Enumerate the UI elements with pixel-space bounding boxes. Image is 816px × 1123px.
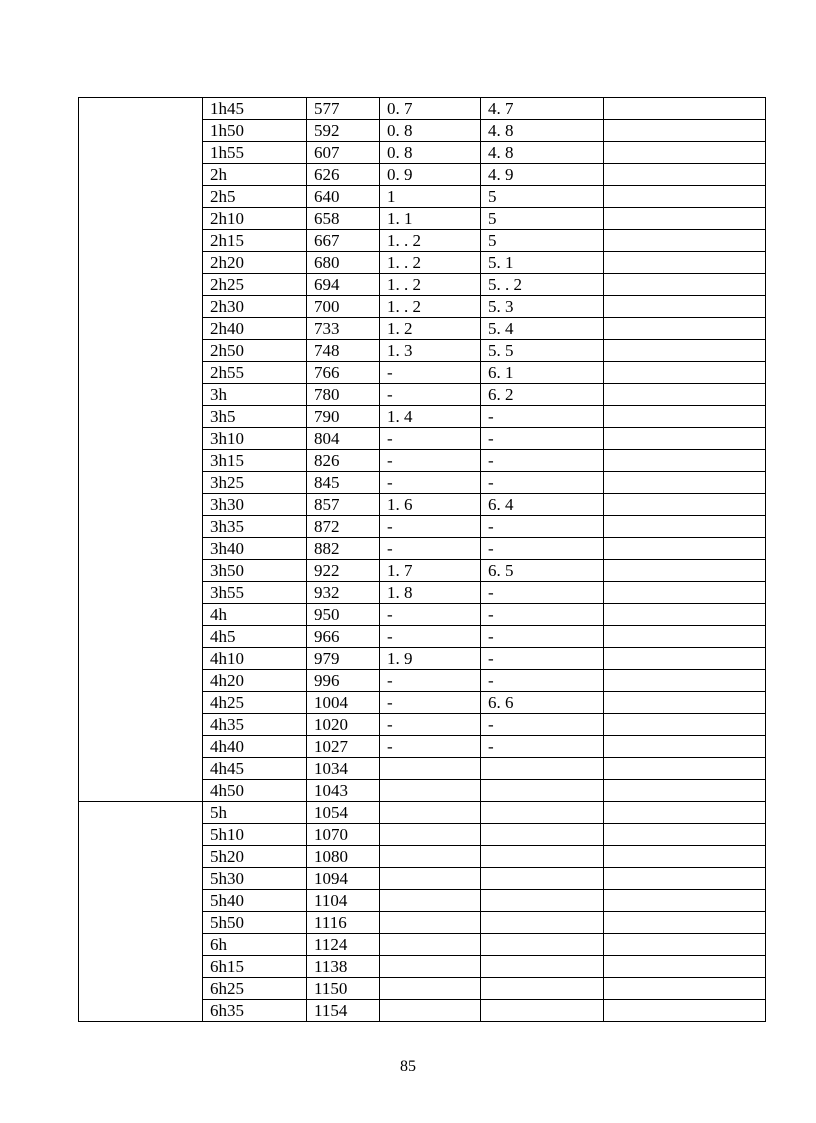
measure-b-cell: - [481, 714, 604, 736]
notes-cell [604, 890, 766, 912]
notes-cell [604, 252, 766, 274]
notes-cell [604, 626, 766, 648]
notes-cell [604, 472, 766, 494]
notes-cell [604, 274, 766, 296]
time-cell: 3h [203, 384, 307, 406]
notes-cell [604, 450, 766, 472]
measure-a-cell: - [380, 362, 481, 384]
value-cell: 658 [307, 208, 380, 230]
measure-b-cell [481, 802, 604, 824]
measure-a-cell: 1. 1 [380, 208, 481, 230]
measure-b-cell: 6. 2 [481, 384, 604, 406]
time-cell: 2h30 [203, 296, 307, 318]
measure-b-cell [481, 868, 604, 890]
measure-a-cell: 1. . 2 [380, 230, 481, 252]
measure-a-cell [380, 868, 481, 890]
measure-b-cell: 5 [481, 186, 604, 208]
measure-a-cell: 1. 7 [380, 560, 481, 582]
measure-b-cell: - [481, 472, 604, 494]
time-cell: 3h5 [203, 406, 307, 428]
value-cell: 996 [307, 670, 380, 692]
value-cell: 733 [307, 318, 380, 340]
value-cell: 607 [307, 142, 380, 164]
measure-b-cell: 6. 4 [481, 494, 604, 516]
value-cell: 922 [307, 560, 380, 582]
value-cell: 1150 [307, 978, 380, 1000]
notes-cell [604, 736, 766, 758]
measure-b-cell: 5. 3 [481, 296, 604, 318]
measure-b-cell [481, 780, 604, 802]
time-cell: 1h50 [203, 120, 307, 142]
measure-a-cell: 0. 7 [380, 98, 481, 120]
measure-a-cell: 0. 9 [380, 164, 481, 186]
value-cell: 626 [307, 164, 380, 186]
value-cell: 780 [307, 384, 380, 406]
notes-cell [604, 868, 766, 890]
measure-b-cell: - [481, 516, 604, 538]
group-label-cell [79, 98, 203, 802]
notes-cell [604, 340, 766, 362]
value-cell: 1080 [307, 846, 380, 868]
measure-a-cell [380, 912, 481, 934]
value-cell: 577 [307, 98, 380, 120]
measure-a-cell: 1. 9 [380, 648, 481, 670]
time-cell: 6h [203, 934, 307, 956]
time-cell: 2h5 [203, 186, 307, 208]
notes-cell [604, 142, 766, 164]
measure-b-cell [481, 956, 604, 978]
notes-cell [604, 692, 766, 714]
time-cell: 1h45 [203, 98, 307, 120]
value-cell: 932 [307, 582, 380, 604]
time-cell: 4h25 [203, 692, 307, 714]
notes-cell [604, 824, 766, 846]
time-cell: 2h20 [203, 252, 307, 274]
value-cell: 1034 [307, 758, 380, 780]
notes-cell [604, 406, 766, 428]
value-cell: 845 [307, 472, 380, 494]
value-cell: 1004 [307, 692, 380, 714]
value-cell: 882 [307, 538, 380, 560]
value-cell: 1154 [307, 1000, 380, 1022]
notes-cell [604, 846, 766, 868]
measure-b-cell: 6. 1 [481, 362, 604, 384]
time-cell: 4h45 [203, 758, 307, 780]
notes-cell [604, 98, 766, 120]
measure-a-cell: 1 [380, 186, 481, 208]
measure-a-cell: 1. 3 [380, 340, 481, 362]
measure-a-cell [380, 956, 481, 978]
measure-a-cell: 1. 2 [380, 318, 481, 340]
page-number: 85 [400, 1058, 416, 1075]
notes-cell [604, 538, 766, 560]
time-cell: 3h40 [203, 538, 307, 560]
time-cell: 4h5 [203, 626, 307, 648]
notes-cell [604, 230, 766, 252]
time-cell: 4h35 [203, 714, 307, 736]
notes-cell [604, 494, 766, 516]
value-cell: 857 [307, 494, 380, 516]
time-cell: 4h [203, 604, 307, 626]
time-cell: 4h10 [203, 648, 307, 670]
value-cell: 1104 [307, 890, 380, 912]
measure-a-cell: - [380, 714, 481, 736]
value-cell: 872 [307, 516, 380, 538]
time-cell: 2h15 [203, 230, 307, 252]
measure-a-cell: 1. 4 [380, 406, 481, 428]
value-cell: 1124 [307, 934, 380, 956]
measure-a-cell: 0. 8 [380, 120, 481, 142]
table-row [79, 98, 766, 120]
measure-b-cell: - [481, 428, 604, 450]
notes-cell [604, 780, 766, 802]
value-cell: 1027 [307, 736, 380, 758]
notes-cell [604, 164, 766, 186]
notes-cell [604, 978, 766, 1000]
notes-cell [604, 802, 766, 824]
measure-a-cell: - [380, 538, 481, 560]
time-cell: 2h55 [203, 362, 307, 384]
time-cell: 5h40 [203, 890, 307, 912]
notes-cell [604, 428, 766, 450]
time-cell: 6h35 [203, 1000, 307, 1022]
measure-a-cell [380, 1000, 481, 1022]
time-cell: 3h55 [203, 582, 307, 604]
time-cell: 5h [203, 802, 307, 824]
measure-b-cell [481, 758, 604, 780]
time-cell: 5h20 [203, 846, 307, 868]
measure-b-cell: - [481, 406, 604, 428]
value-cell: 966 [307, 626, 380, 648]
measure-a-cell: 1. 6 [380, 494, 481, 516]
time-cell: 3h15 [203, 450, 307, 472]
value-cell: 1138 [307, 956, 380, 978]
value-cell: 1094 [307, 868, 380, 890]
time-cell: 4h20 [203, 670, 307, 692]
measure-b-cell [481, 846, 604, 868]
measure-a-cell: - [380, 516, 481, 538]
measure-a-cell: - [380, 450, 481, 472]
value-cell: 766 [307, 362, 380, 384]
notes-cell [604, 956, 766, 978]
time-cell: 5h10 [203, 824, 307, 846]
measure-b-cell: - [481, 736, 604, 758]
notes-cell [604, 318, 766, 340]
measure-a-cell [380, 824, 481, 846]
notes-cell [604, 560, 766, 582]
measurement-table [78, 97, 766, 1022]
notes-cell [604, 120, 766, 142]
notes-cell [604, 1000, 766, 1022]
value-cell: 790 [307, 406, 380, 428]
value-cell: 700 [307, 296, 380, 318]
measure-b-cell: 5. 4 [481, 318, 604, 340]
time-cell: 1h55 [203, 142, 307, 164]
notes-cell [604, 670, 766, 692]
measure-b-cell [481, 934, 604, 956]
notes-cell [604, 582, 766, 604]
time-cell: 3h30 [203, 494, 307, 516]
measure-a-cell: 0. 8 [380, 142, 481, 164]
measure-b-cell: 6. 5 [481, 560, 604, 582]
measure-b-cell: 4. 9 [481, 164, 604, 186]
group-label-cell [79, 802, 203, 1022]
time-cell: 3h35 [203, 516, 307, 538]
measure-b-cell: 6. 6 [481, 692, 604, 714]
measure-a-cell: - [380, 428, 481, 450]
value-cell: 694 [307, 274, 380, 296]
time-cell: 3h50 [203, 560, 307, 582]
value-cell: 1070 [307, 824, 380, 846]
measure-a-cell [380, 780, 481, 802]
measure-a-cell: - [380, 384, 481, 406]
measure-a-cell: 1. . 2 [380, 296, 481, 318]
value-cell: 950 [307, 604, 380, 626]
time-cell: 5h30 [203, 868, 307, 890]
measure-b-cell [481, 890, 604, 912]
time-cell: 3h25 [203, 472, 307, 494]
measure-a-cell: 1. 8 [380, 582, 481, 604]
time-cell: 5h50 [203, 912, 307, 934]
notes-cell [604, 516, 766, 538]
time-cell: 2h [203, 164, 307, 186]
notes-cell [604, 186, 766, 208]
measure-b-cell: 5. . 2 [481, 274, 604, 296]
measure-b-cell: - [481, 626, 604, 648]
notes-cell [604, 604, 766, 626]
measure-b-cell: - [481, 538, 604, 560]
value-cell: 1116 [307, 912, 380, 934]
value-cell: 979 [307, 648, 380, 670]
time-cell: 6h25 [203, 978, 307, 1000]
measure-a-cell: 1. . 2 [380, 274, 481, 296]
measure-a-cell: - [380, 692, 481, 714]
time-cell: 3h10 [203, 428, 307, 450]
measure-b-cell: - [481, 582, 604, 604]
value-cell: 592 [307, 120, 380, 142]
measure-b-cell: 4. 7 [481, 98, 604, 120]
measure-b-cell: - [481, 450, 604, 472]
value-cell: 667 [307, 230, 380, 252]
table-row [79, 802, 766, 824]
time-cell: 2h50 [203, 340, 307, 362]
measure-b-cell [481, 912, 604, 934]
measure-a-cell [380, 802, 481, 824]
notes-cell [604, 362, 766, 384]
measure-a-cell: - [380, 736, 481, 758]
measure-b-cell: 5. 5 [481, 340, 604, 362]
measure-b-cell: 5. 1 [481, 252, 604, 274]
measure-b-cell: - [481, 604, 604, 626]
value-cell: 1020 [307, 714, 380, 736]
notes-cell [604, 714, 766, 736]
value-cell: 680 [307, 252, 380, 274]
time-cell: 6h15 [203, 956, 307, 978]
measure-b-cell: 4. 8 [481, 120, 604, 142]
measure-a-cell: 1. . 2 [380, 252, 481, 274]
measure-a-cell: - [380, 626, 481, 648]
measure-b-cell [481, 978, 604, 1000]
measure-a-cell [380, 758, 481, 780]
value-cell: 804 [307, 428, 380, 450]
notes-cell [604, 912, 766, 934]
measure-b-cell: 5 [481, 230, 604, 252]
notes-cell [604, 758, 766, 780]
measure-b-cell: 5 [481, 208, 604, 230]
notes-cell [604, 384, 766, 406]
notes-cell [604, 648, 766, 670]
notes-cell [604, 296, 766, 318]
measure-b-cell: 4. 8 [481, 142, 604, 164]
measure-b-cell: - [481, 670, 604, 692]
measure-b-cell: - [481, 648, 604, 670]
measure-a-cell: - [380, 472, 481, 494]
value-cell: 1054 [307, 802, 380, 824]
measure-b-cell [481, 824, 604, 846]
notes-cell [604, 208, 766, 230]
time-cell: 2h40 [203, 318, 307, 340]
measure-a-cell [380, 978, 481, 1000]
time-cell: 4h50 [203, 780, 307, 802]
measure-b-cell [481, 1000, 604, 1022]
value-cell: 748 [307, 340, 380, 362]
notes-cell [604, 934, 766, 956]
time-cell: 2h25 [203, 274, 307, 296]
table-body [79, 98, 766, 1022]
measure-a-cell [380, 934, 481, 956]
measure-a-cell: - [380, 670, 481, 692]
time-cell: 4h40 [203, 736, 307, 758]
value-cell: 826 [307, 450, 380, 472]
time-cell: 2h10 [203, 208, 307, 230]
value-cell: 640 [307, 186, 380, 208]
value-cell: 1043 [307, 780, 380, 802]
measure-a-cell [380, 890, 481, 912]
measure-a-cell: - [380, 604, 481, 626]
measure-a-cell [380, 846, 481, 868]
